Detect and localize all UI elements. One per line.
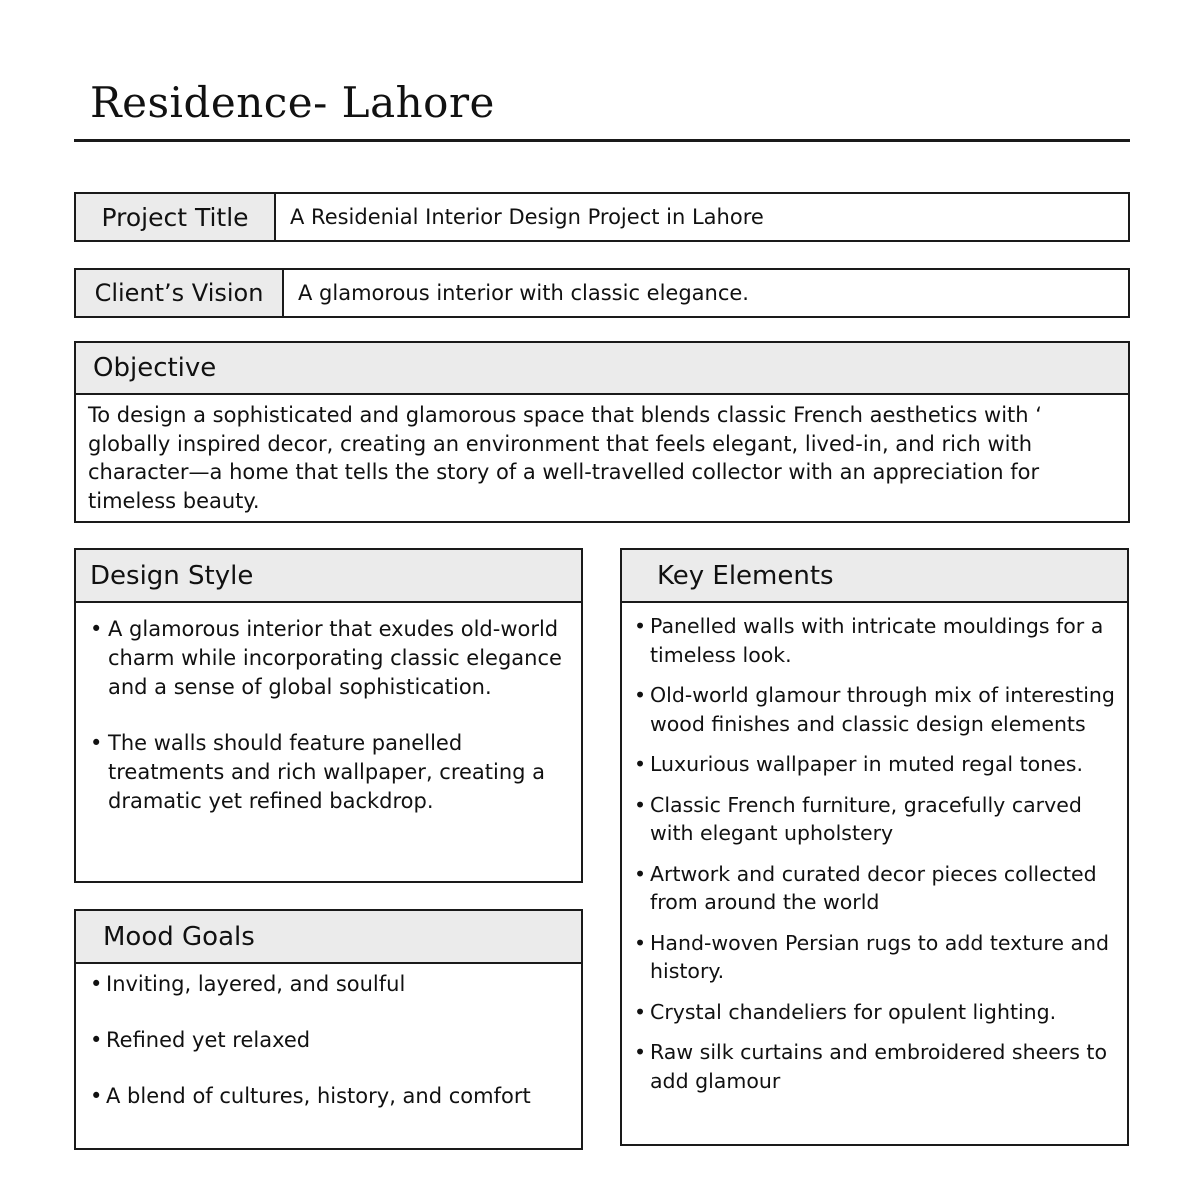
key-elements-heading: Key Elements xyxy=(622,550,1127,603)
bullet-icon: • xyxy=(634,930,647,955)
key-elements-panel xyxy=(620,548,1129,1146)
client-vision-label: Client’s Vision xyxy=(76,270,284,316)
project-title-label: Project Title xyxy=(76,194,276,240)
list-item: • Classic French furniture, gracefully carved with elegant upholstery xyxy=(634,792,1082,845)
bullet-icon: • xyxy=(634,683,647,707)
list-item: • Panelled walls with intricate mouldings for a timeless look. xyxy=(634,614,1104,667)
objective-text: To design a sophisticated and glamorous space that blends classic French aesthetics with ‘ globally inspired decor, creating an environment that feels elegant, lived-in, and rich with character—a home that tells the story of a well-travelled collector with an appreciation for timeless beauty. xyxy=(88,403,1042,513)
bullet-icon: • xyxy=(634,999,647,1024)
bullet-icon: • xyxy=(634,752,647,776)
bullet-icon: • xyxy=(90,617,103,641)
list-item: • Crystal chandeliers for opulent lighting. xyxy=(632,998,1119,1027)
design-style-panel xyxy=(74,548,583,883)
client-vision-row xyxy=(74,268,1130,318)
list-item: • A blend of cultures, history, and comfort xyxy=(88,1082,567,1111)
bullet-icon: • xyxy=(90,1084,103,1108)
list-item: • Inviting, layered, and soulful xyxy=(88,970,567,999)
design-style-list xyxy=(88,615,567,816)
bullet-icon: • xyxy=(634,861,647,886)
list-item: • A glamorous interior that exudes old-world charm while incorporating classic elegance and a sense of global sophistication. xyxy=(90,617,562,699)
bullet-icon: • xyxy=(634,1040,647,1064)
title-divider xyxy=(74,139,1130,142)
list-item: • The walls should feature panelled treatments and rich wallpaper, creating a dramatic yet refined backdrop. xyxy=(90,731,546,813)
mood-goals-panel xyxy=(74,909,583,1150)
bullet-icon: • xyxy=(634,792,647,817)
project-title-row xyxy=(74,192,1130,242)
list-item: • Refined yet relaxed xyxy=(88,1026,567,1055)
bullet-icon: • xyxy=(634,614,647,638)
list-item: • Old-world glamour through mix of interesting wood finishes and classic design elements xyxy=(634,683,1115,736)
list-item: • Luxurious wallpaper in muted regal tones. xyxy=(632,750,1119,779)
objective-heading: Objective xyxy=(76,343,1128,395)
bullet-icon: • xyxy=(90,1028,103,1052)
objective-panel xyxy=(74,341,1130,523)
page-title: Residence- Lahore xyxy=(90,78,495,127)
client-vision-value: A glamorous interior with classic elegance. xyxy=(298,281,749,305)
bullet-icon: • xyxy=(90,972,103,996)
project-title-value: A Residenial Interior Design Project in Lahore xyxy=(290,205,764,229)
list-item: • Artwork and curated decor pieces collected from around the world xyxy=(634,861,1097,914)
bullet-icon: • xyxy=(90,731,103,755)
mood-goals-heading: Mood Goals xyxy=(76,911,581,964)
design-style-heading: Design Style xyxy=(76,550,581,603)
key-elements-list xyxy=(632,612,1119,1095)
list-item: • Hand-woven Persian rugs to add texture and history. xyxy=(634,930,1110,983)
list-item: • Raw silk curtains and embroidered sheers to add glamour xyxy=(634,1040,1108,1093)
mood-goals-list xyxy=(88,970,567,1111)
